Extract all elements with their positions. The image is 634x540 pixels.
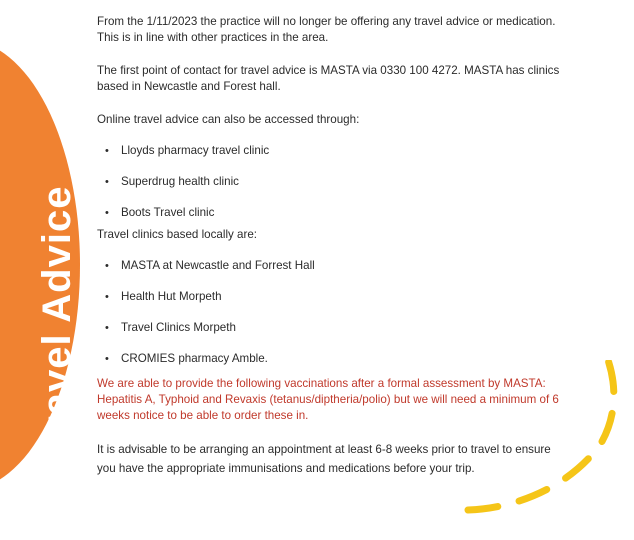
list-item: • Health Hut Morpeth — [105, 290, 222, 303]
bullet-icon: • — [105, 322, 109, 334]
local-heading: Travel clinics based locally are: — [97, 228, 258, 241]
bullet-icon: • — [105, 353, 109, 365]
yellow-dashed-swoosh-icon — [440, 360, 634, 540]
list-item: • Travel Clinics Morpeth — [105, 321, 236, 334]
vaccination-notice: We are able to provide the following vaccinations after a formal assessment by MASTA: Hepatitis A, Typhoid and Revaxis (tetanus/diptheria/polio) but we will need a minimum of 6 weeks notice to be able to order these in. — [97, 377, 559, 422]
list-item: • CROMIES pharmacy Amble. — [105, 352, 268, 365]
masta-paragraph: The first point of contact for travel advice is MASTA via 0330 100 4272. MASTA has clinics based in Newcastle and Forest hall. — [97, 64, 560, 93]
intro-paragraph: From the 1/11/2023 the practice will no longer be offering any travel advice or medication. This is in line with other practices in the area. — [97, 15, 556, 44]
list-item: • Boots Travel clinic — [105, 206, 215, 219]
bullet-icon: • — [105, 145, 109, 157]
bullet-icon: • — [105, 207, 109, 219]
bullet-icon: • — [105, 176, 109, 188]
list-item: • Lloyds pharmacy travel clinic — [105, 144, 270, 157]
list-item: • Superdrug health clinic — [105, 175, 239, 188]
bullet-icon: • — [105, 291, 109, 303]
banner-title: Travel Advice — [35, 185, 79, 455]
bullet-icon: • — [105, 260, 109, 272]
online-heading: Online travel advice can also be accessed through: — [97, 113, 360, 126]
online-list — [97, 143, 567, 236]
advice-paragraph: It is advisable to be arranging an appointment at least 6-8 weeks prior to travel to ensure you have the appropriate immunisations and medications before your trip. — [97, 443, 551, 475]
list-item: • MASTA at Newcastle and Forrest Hall — [105, 259, 315, 272]
